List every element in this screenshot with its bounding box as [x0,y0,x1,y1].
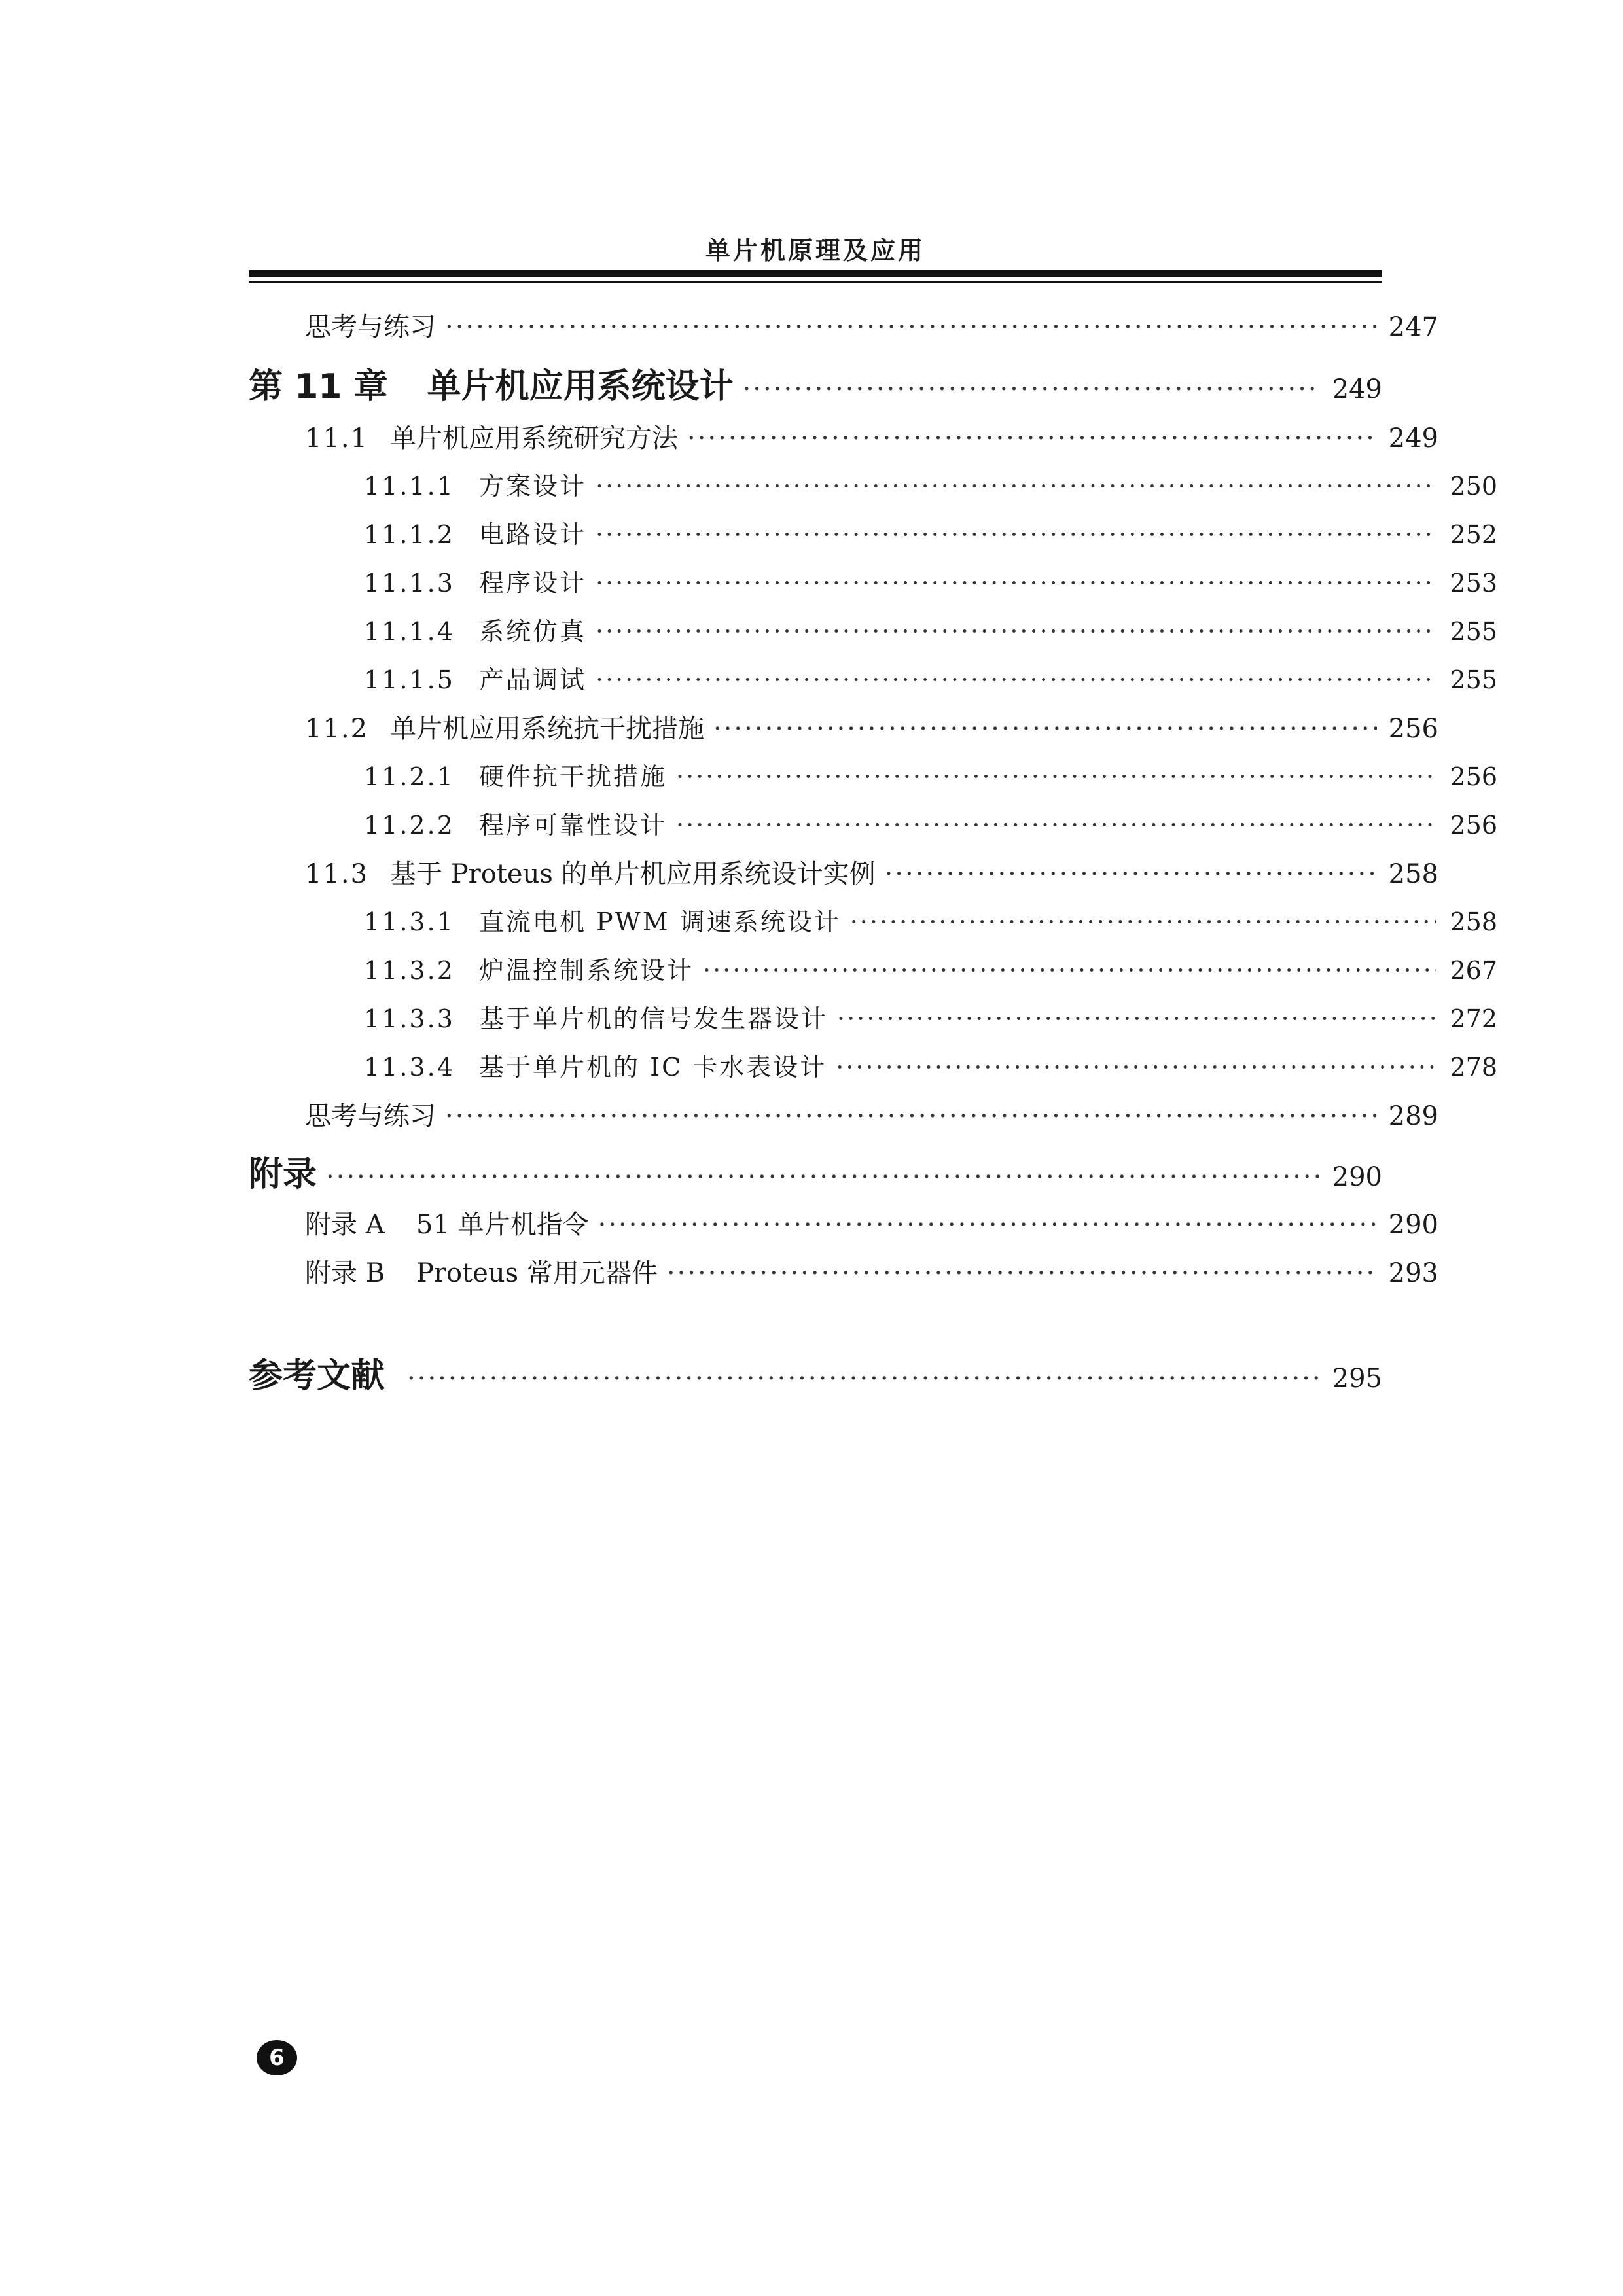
toc-entry-page: 252 [1450,520,1497,549]
toc-entry-page: 249 [1332,374,1382,404]
dot-leader [850,908,1436,936]
toc-entry-page: 255 [1450,617,1497,646]
toc-entry-title: 程序设计 [479,569,587,597]
toc-entry-page: 258 [1388,859,1438,889]
toc-entry-exercises[interactable] [249,1095,1438,1133]
toc-entry-title: 炉温控制系统设计 [479,956,694,985]
toc-entry-title: 基于 Proteus 的单片机应用系统设计实例 [390,859,876,889]
toc-entry-number: 附录 B [305,1258,385,1288]
toc-entry-subsection[interactable] [249,660,1497,696]
toc-entry-page: 278 [1450,1053,1497,1082]
toc-entry-number: 11.2.2 [364,811,455,839]
dot-leader [445,1101,1377,1131]
toc-entry-title: 51 单片机指令 [416,1210,589,1240]
toc-entry-page: 290 [1332,1162,1382,1192]
toc-entry-page: 255 [1450,665,1497,694]
toc-entry-chapter-11[interactable] [249,359,1382,408]
toc-entry-title: 单片机应用系统研究方法 [390,423,678,453]
dot-leader [836,1053,1436,1082]
toc-entry-page: 295 [1332,1364,1382,1394]
toc-entry-appendix-b[interactable] [249,1252,1438,1290]
toc-entry-number: 11.3 [305,859,369,889]
running-head: 单片机原理及应用 [705,236,925,265]
dot-leader [407,1364,1321,1394]
toc-entry-title: 直流电机 PWM 调速系统设计 [479,908,841,936]
toc-entry-subsection[interactable] [249,756,1497,792]
toc-entry-appendix-a[interactable] [249,1204,1438,1241]
toc-entry-page: 249 [1388,423,1438,453]
dot-leader [676,762,1436,791]
toc-entry-page: 247 [1388,312,1438,342]
toc-entry-page: 250 [1450,472,1497,501]
dot-leader [445,312,1377,342]
dot-leader [703,956,1436,985]
toc-entry-title: 硬件抗干扰措施 [479,762,668,791]
toc-entry-title: 单片机应用系统抗干扰措施 [390,714,704,744]
toc-entry-number: 11.3.4 [364,1053,455,1082]
toc-entry-appendix[interactable] [249,1146,1382,1195]
header-rule-thick [249,270,1382,277]
dot-leader [713,714,1377,744]
dot-leader [837,1004,1436,1033]
toc-entry-section[interactable] [249,417,1438,455]
toc-entry-page: 256 [1388,714,1438,744]
toc-entry-subsection[interactable] [249,1047,1497,1083]
toc-entry-title: 单片机应用系统设计 [427,367,734,406]
toc-entry-subsection[interactable] [249,902,1497,938]
toc-entry-title: 电路设计 [479,520,587,549]
toc-entry-subsection[interactable] [249,611,1497,647]
toc-entry-number: 第 11 章 [249,367,388,406]
toc-entry-title: 系统仿真 [479,617,587,646]
toc-entry-page: 289 [1388,1101,1438,1131]
toc-entry-section[interactable] [249,853,1438,891]
toc-entry-title: Proteus 常用元器件 [416,1258,658,1288]
toc-entry-title: 程序可靠性设计 [479,811,668,839]
page-number-badge: 6 [257,2040,297,2075]
toc-entry-subsection[interactable] [249,563,1497,599]
toc-entry-subsection[interactable] [249,950,1497,986]
dot-leader [326,1162,1321,1192]
dot-leader [596,617,1436,646]
toc-entry-number: 附录 A [305,1210,385,1240]
toc-entry-title: 基于单片机的 IC 卡水表设计 [479,1053,827,1082]
toc-entry-number: 11.1.5 [364,665,455,694]
toc-entry-title: 附录 [249,1155,317,1194]
dot-leader [743,374,1321,404]
toc-entry-number: 11.2 [305,714,369,744]
toc-entry-title: 基于单片机的信号发生器设计 [479,1004,829,1033]
toc-entry-number: 11.1.2 [364,520,455,549]
toc-entry-title: 思考与练习 [305,312,436,342]
toc-entry-number: 11.1 [305,423,369,453]
toc-entry-page: 256 [1450,811,1497,839]
toc-entry-number: 11.1.3 [364,569,455,597]
toc-entry-title: 方案设计 [479,472,587,501]
toc-entry-number: 11.3.3 [364,1004,455,1033]
toc-entry-number: 11.3.2 [364,956,455,985]
toc-entry-subsection[interactable] [249,466,1497,502]
dot-leader [885,859,1377,889]
toc-entry-title: 思考与练习 [305,1101,436,1131]
toc-entry-page: 256 [1450,762,1497,791]
dot-leader [596,472,1436,501]
toc-entry-page: 272 [1450,1004,1497,1033]
dot-leader [596,665,1436,694]
toc-entry-exercises[interactable] [249,306,1438,344]
toc-entry-section[interactable] [249,708,1438,745]
toc-entry-number: 11.2.1 [364,762,455,791]
toc-entry-page: 253 [1450,569,1497,597]
header-rule-thin [249,281,1382,283]
dot-leader [676,811,1436,839]
toc-entry-page: 290 [1388,1210,1438,1240]
toc-entry-subsection[interactable] [249,514,1497,550]
toc-entry-number: 11.1.4 [364,617,455,646]
toc-entry-number: 11.3.1 [364,908,455,936]
toc-entry-page: 293 [1388,1258,1438,1288]
toc-entry-page: 258 [1450,908,1497,936]
toc-entry-page: 267 [1450,956,1497,985]
toc-entry-title: 产品调试 [479,665,587,694]
dot-leader [596,569,1436,597]
dot-leader [667,1258,1377,1288]
dot-leader [598,1210,1377,1240]
toc-entry-number: 11.1.1 [364,472,455,501]
toc-entry-references[interactable] [249,1348,1382,1397]
dot-leader [687,423,1377,453]
toc-entry-title: 参考文献 [249,1356,385,1396]
toc-entry-subsection[interactable] [249,998,1497,1034]
dot-leader [596,520,1436,549]
toc-entry-subsection[interactable] [249,805,1497,841]
